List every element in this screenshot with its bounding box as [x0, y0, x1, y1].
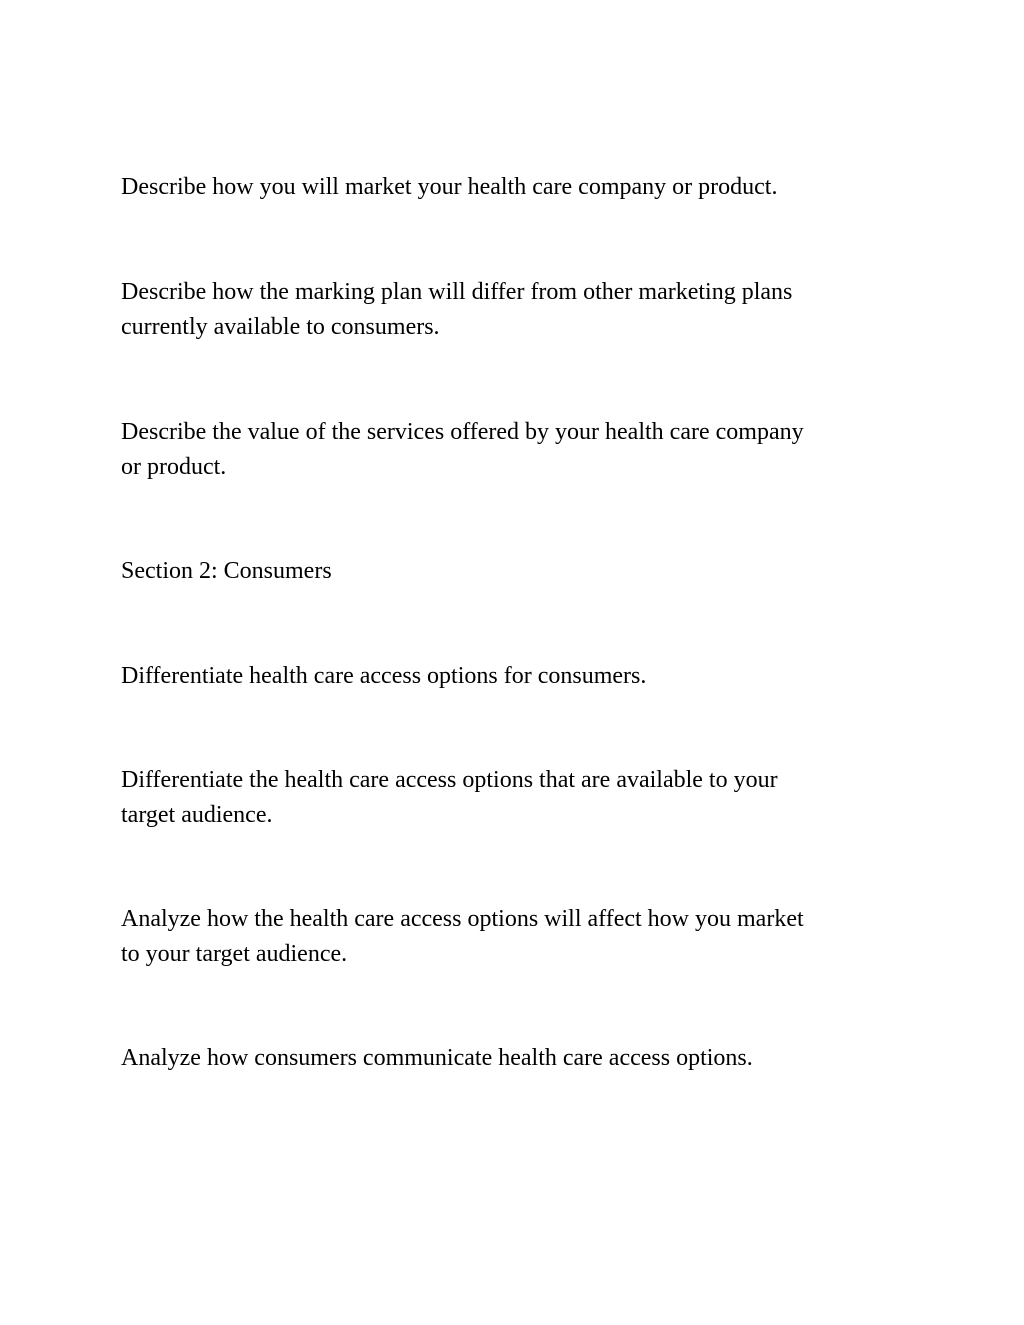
paragraph-line: currently available to consumers.: [121, 314, 440, 340]
paragraph-access-options-effect: [121, 902, 901, 972]
paragraph-value-of-services: [121, 415, 901, 485]
paragraph-line: to your target audience.: [121, 941, 348, 967]
paragraph-market-company: [121, 170, 901, 205]
paragraph-access-options-consumers: [121, 659, 901, 694]
paragraph-line: Differentiate health care access options for consumers.: [121, 663, 647, 689]
paragraph-line: Analyze how the health care access options will affect how you market: [121, 906, 804, 932]
paragraph-consumers-communicate: [121, 1041, 901, 1076]
section-heading: [121, 554, 901, 589]
paragraph-line: Describe the value of the services offered by your health care company: [121, 419, 804, 445]
paragraph-line: Describe how you will market your health care company or product.: [121, 174, 778, 200]
paragraph-line: Analyze how consumers communicate health care access options.: [121, 1045, 753, 1071]
paragraph-line: Describe how the marking plan will differ from other marketing plans: [121, 279, 793, 305]
paragraph-marketing-plan-differ: [121, 275, 901, 345]
section-heading-text: Section 2: Consumers: [121, 558, 332, 584]
paragraph-line: or product.: [121, 454, 227, 480]
paragraph-access-options-target: [121, 763, 901, 833]
paragraph-line: target audience.: [121, 802, 273, 828]
paragraph-line: Differentiate the health care access options that are available to your: [121, 767, 778, 793]
